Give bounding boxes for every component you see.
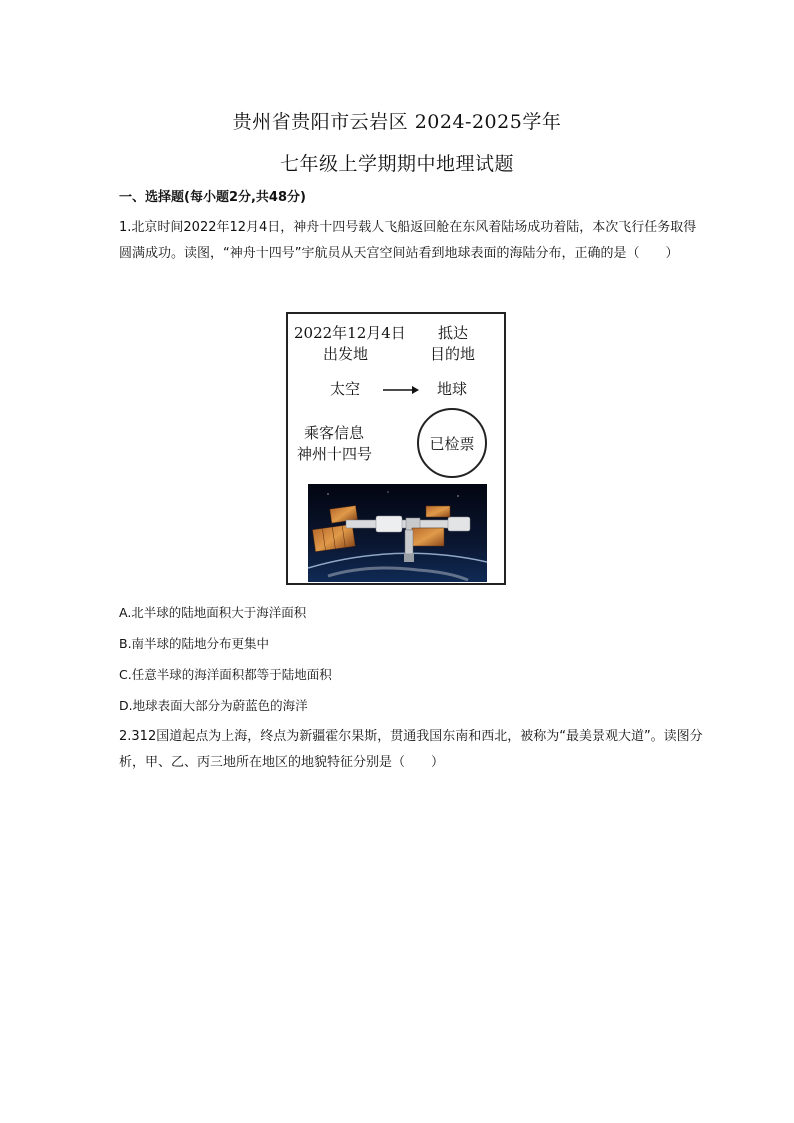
exam-title-line2: 七年级上学期期中地理试题	[279, 153, 514, 175]
ticket-to: 地球	[437, 380, 468, 398]
question-1-option-a: A.北半球的陆地面积大于海洋面积	[119, 605, 307, 620]
ticket-arrive-label: 目的地	[430, 345, 476, 363]
exam-title-line1: 贵州省贵阳市云岩区 2024-2025学年	[232, 111, 562, 133]
ticket-arrive-top: 抵达	[438, 324, 469, 342]
right-arrow-icon	[382, 385, 420, 395]
question-1-stem: 1.北京时间2022年12月4日，神舟十四号载人飞船返回舱在东风着陆场成功着陆，本次飞行任务取得圆满成功。读图，“神舟十四号”宇航员从天宫空间站看到地球表面的海陆分布，正确的是（ ）	[119, 220, 697, 261]
question-1-option-d: D.地球表面大部分为蔚蓝色的海洋	[119, 698, 308, 713]
ticket-date: 2022年12月4日	[294, 324, 406, 342]
question-2-stem: 2.312国道起点为上海，终点为新疆霍尔果斯，贯通我国东南和西北，被称为“最美景观大道”。读图分析，甲、乙、丙三地所在地区的地貌特征分别是（ ）	[119, 729, 703, 770]
space-station-photo	[308, 484, 487, 582]
question-1-option-b: B.南半球的陆地分布更集中	[119, 636, 270, 651]
ticket-depart-label: 出发地	[323, 345, 369, 363]
question-1-option-c: C.任意半球的海洋面积都等于陆地面积	[119, 667, 332, 682]
ticket-stamp	[417, 408, 487, 478]
section-heading: 一、选择题(每小题2分,共48分)	[119, 190, 306, 205]
ticket-figure	[286, 312, 506, 585]
ticket-passenger-label: 乘客信息	[304, 424, 365, 442]
ticket-from: 太空	[330, 380, 361, 398]
ticket-stamp-text: 已检票	[429, 434, 475, 453]
ticket-passenger-name: 神州十四号	[297, 445, 373, 463]
